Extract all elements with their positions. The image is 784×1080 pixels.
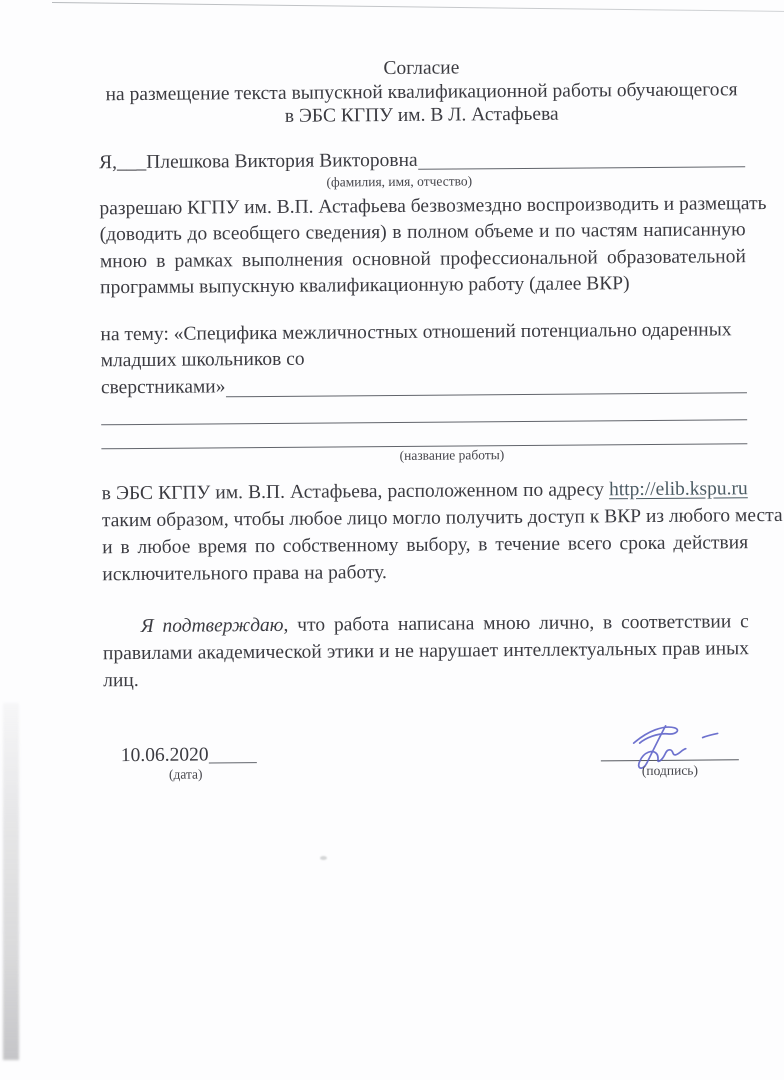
- permission-line: (доводить до всеобщего сведения) в полном объеме и по частям написанную: [99, 219, 746, 246]
- thesis-theme-block: [100, 317, 747, 466]
- footer-row: [104, 720, 750, 782]
- signature-block: [594, 720, 746, 778]
- permission-paragraph: [99, 191, 767, 302]
- theme-line: на тему: «Специфика межличностных отношений потенциально одаренных: [100, 318, 732, 345]
- confirmation-paragraph: [103, 608, 750, 694]
- theme-line: младших школьников со: [100, 348, 305, 372]
- confirmation-line: лиц.: [103, 669, 139, 692]
- date-underline: [209, 762, 257, 763]
- document-title-line-2: на размещение текста выпускной квалификационной работы обучающегося: [105, 78, 738, 105]
- permission-line: программы выпускную квалификационную работу (далее ВКР): [100, 273, 630, 299]
- date-line: [121, 744, 257, 767]
- placement-line: исключительного права на работу.: [102, 562, 387, 586]
- elib-url-link: http://elib.kspu.ru: [608, 478, 748, 501]
- signature-caption: (подпись): [641, 762, 698, 779]
- work-title-caption: (название работы): [399, 447, 505, 463]
- date-value: 10.06.2020: [120, 744, 209, 767]
- document-title-line-1: Согласие: [383, 57, 460, 80]
- theme-line: сверстниками»: [100, 375, 226, 398]
- permission-line: разрешаю КГПУ им. В.П. Астафьева безвозмездно воспроизводить и размещать: [99, 192, 767, 219]
- author-name-line: [99, 146, 745, 175]
- placement-paragraph: [101, 475, 783, 588]
- document-title-line-3: в ЭБС КГПУ им. В Л. Астафьева: [284, 103, 559, 127]
- name-underline: [418, 166, 745, 170]
- author-name-text: Я,___Плешкова Виктория Викторовна: [99, 149, 418, 173]
- confirmation-italic-lead: Я подтверждаю: [140, 614, 284, 637]
- confirmation-line-rest: , что работа написана мною лично, в соответствии с: [283, 611, 749, 636]
- placement-line: и в любое время по собственному выбору, в течение всего срока действия: [102, 532, 749, 559]
- blank-title-rule: [101, 420, 747, 449]
- date-caption: (дата): [168, 766, 203, 782]
- permission-line: мною в рамках выполнения основной профессиональной образовательной: [99, 245, 746, 272]
- confirmation-line: правилами академической этики и не нарушает интеллектуальных прав иных: [102, 638, 750, 665]
- name-caption: (фамилия, имя, отчество): [326, 172, 473, 190]
- placement-line: таким образом, чтобы любое лицо могло получить доступ к ВКР из любого места: [101, 504, 783, 532]
- placement-line-text: в ЭБС КГПУ им. В.П. Астафьева, расположенном по адресу: [101, 479, 610, 505]
- scan-speck: [320, 856, 327, 860]
- date-block: [104, 744, 257, 782]
